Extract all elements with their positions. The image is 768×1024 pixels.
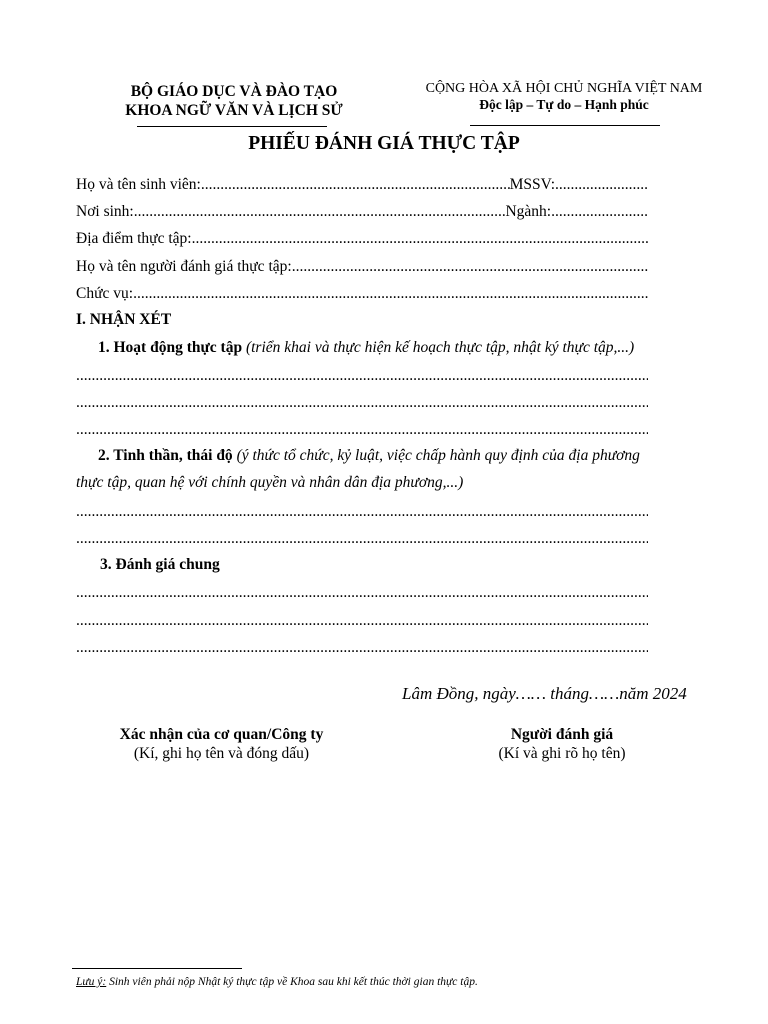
footnote-label: Lưu ý: [76, 976, 107, 988]
item-2-line-1 [76, 501, 648, 523]
item-1-line-2 [76, 392, 648, 414]
birthplace-row [76, 201, 648, 223]
ministry-name: BỘ GIÁO DỤC VÀ ĐÀO TẠO [130, 83, 338, 100]
student-name-label: Họ và tên sinh viên: [76, 176, 201, 193]
place-date: Lâm Đồng, ngày…… tháng……năm 2024 [402, 684, 687, 703]
item-2-line-2 [76, 528, 648, 550]
evaluator-row [76, 256, 648, 278]
item-2-desc: (ý thức tổ chức, kỷ luật, việc chấp hành quy định của địa phương [232, 447, 640, 464]
item-1-label: 1. Hoạt động thực tập [98, 339, 243, 356]
position-blank [133, 283, 648, 305]
item-3-label: 3. Đánh giá chung [100, 556, 220, 573]
page-title: PHIẾU ĐÁNH GIÁ THỰC TẬP [248, 133, 520, 154]
student-id-blank: ........................ [555, 176, 648, 193]
student-name-blank [201, 174, 510, 196]
birthplace-label: Nơi sinh: [76, 203, 134, 220]
major-blank: ......................... [551, 203, 648, 220]
item-1-line-3 [76, 419, 648, 441]
item-3-line-3 [76, 637, 648, 659]
item-2-desc-cont: thực tập, quan hệ với chính quyền và nhân dân địa phương,...) [76, 474, 464, 491]
birthplace-blank [134, 201, 506, 223]
location-blank [192, 228, 648, 250]
position-label: Chức vụ: [76, 285, 134, 302]
item-1-desc: (triển khai và thực hiện kế hoạch thực tập, nhật ký thực tập,...) [242, 339, 635, 356]
item-3 [100, 556, 220, 574]
ministry-underline [137, 126, 327, 127]
signature-right-note: (Kí và ghi rõ họ tên) [498, 745, 626, 762]
faculty-name: KHOA NGỮ VĂN VÀ LỊCH SỬ [125, 102, 343, 119]
item-3-line-1 [76, 582, 648, 604]
ministry-header [100, 82, 368, 120]
position-row [76, 283, 648, 305]
motto-underline [470, 125, 660, 126]
country-name: CỘNG HÒA XÃ HỘI CHỦ NGHĨA VIỆT NAM [425, 81, 703, 96]
evaluator-label: Họ và tên người đánh giá thực tập: [76, 258, 292, 275]
footnote [76, 976, 478, 988]
signature-right [452, 725, 672, 763]
footnote-separator [72, 968, 242, 969]
item-1 [98, 339, 634, 357]
signature-left-note: (Kí, ghi họ tên và đóng dấu) [133, 745, 310, 762]
location-row [76, 228, 648, 250]
signature-right-title: Người đánh giá [510, 726, 614, 743]
location-label: Địa điểm thực tập: [76, 230, 192, 247]
national-header [405, 81, 723, 113]
signature-left-title: Xác nhận của cơ quan/Công ty [119, 726, 324, 743]
item-2 [98, 447, 640, 465]
major-label: Ngành: [505, 203, 552, 220]
student-id-label: MSSV: [509, 176, 555, 193]
signature-left [104, 725, 339, 763]
item-2-label: 2. Tinh thần, thái độ [98, 447, 233, 464]
footnote-text: Sinh viên phải nộp Nhật ký thực tập về Khoa sau khi kết thúc thời gian thực tập. [106, 976, 478, 988]
national-motto: Độc lập – Tự do – Hạnh phúc [479, 97, 649, 112]
evaluator-blank [292, 256, 648, 278]
section-heading: I. NHẬN XÉT [76, 311, 172, 328]
item-3-line-2 [76, 610, 648, 632]
item-1-line-1 [76, 365, 648, 387]
student-name-row [76, 174, 648, 196]
